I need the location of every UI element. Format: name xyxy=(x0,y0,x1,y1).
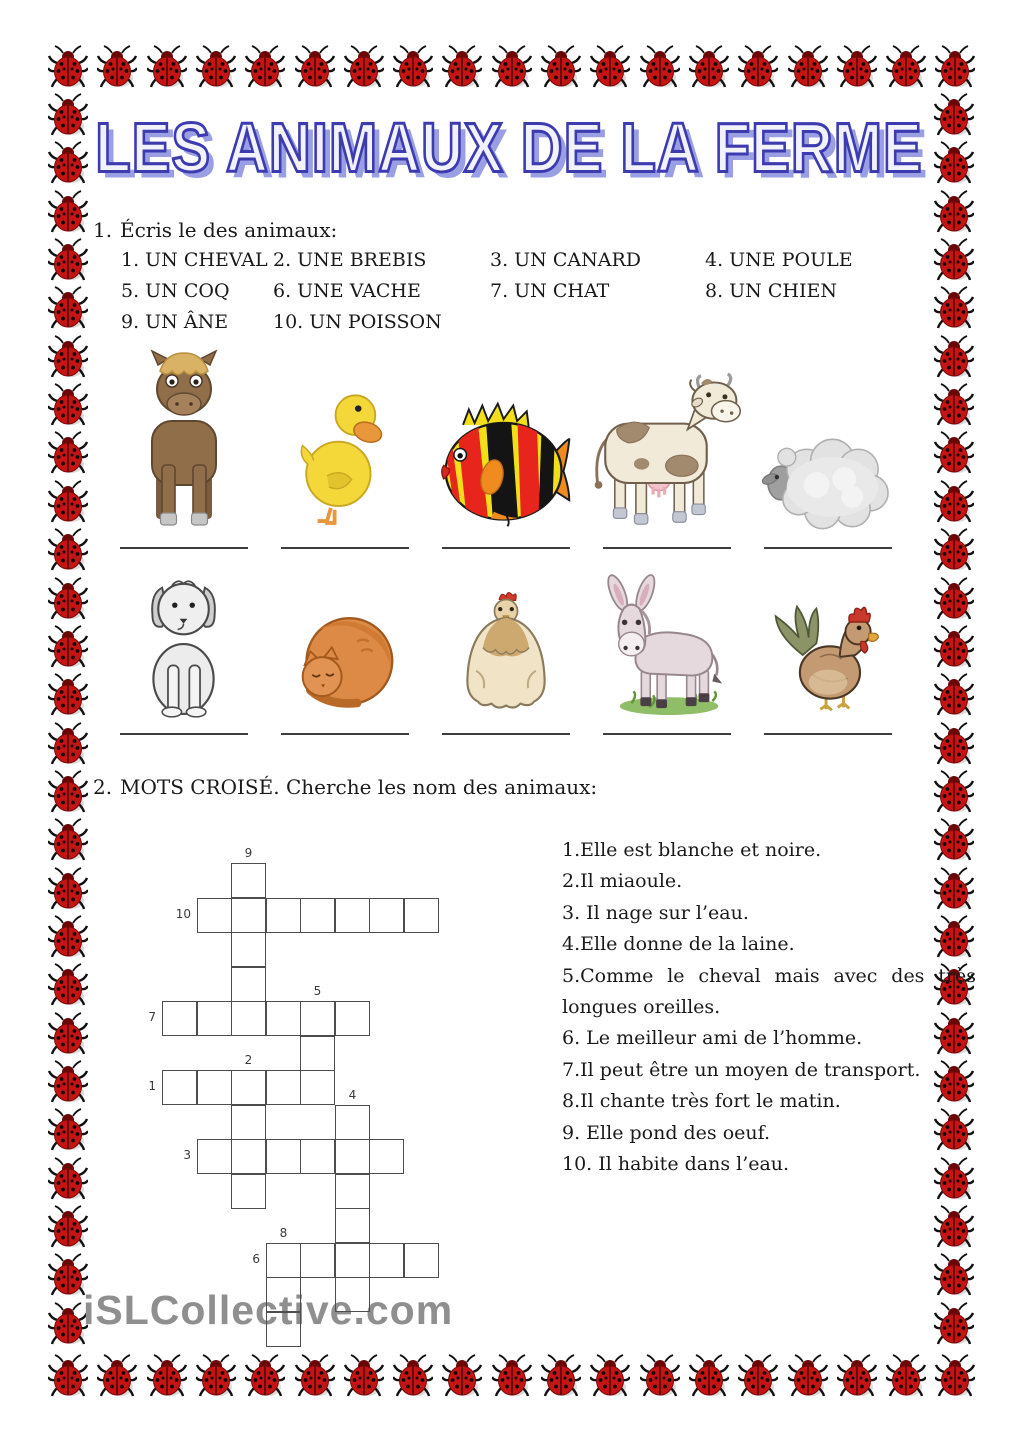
word-list-item: 4. UNE POULE xyxy=(705,249,853,271)
animal-cell-fish xyxy=(432,345,580,549)
ladybug-icon xyxy=(48,962,88,1008)
ladybug-icon xyxy=(837,1353,877,1399)
word-list-item: 5. UN COQ xyxy=(121,280,230,302)
word-list-item: 7. UN CHAT xyxy=(490,280,610,302)
fish-image xyxy=(436,393,576,533)
animal-word-list xyxy=(121,249,853,333)
animal-cell-cat xyxy=(271,561,419,735)
word-list-item: 10. UN POISSON xyxy=(273,311,442,333)
ladybug-icon xyxy=(48,1252,88,1298)
horse-image xyxy=(123,347,245,533)
ladybug-icon xyxy=(934,624,974,670)
crossword-cell xyxy=(335,1105,370,1140)
word-list-item: 2. UNE BREBIS xyxy=(273,249,427,271)
ladybug-icon xyxy=(97,1353,137,1399)
crossword-clue: 8.Il chante très fort le matin. xyxy=(562,1090,841,1113)
ladybug-icon xyxy=(147,44,187,90)
hen-image xyxy=(453,587,559,719)
donkey-image xyxy=(598,571,736,719)
ladybug-icon xyxy=(934,721,974,767)
crossword-cell xyxy=(231,1070,266,1105)
ladybug-icon xyxy=(48,866,88,912)
crossword-number-6: 6 xyxy=(252,1252,260,1266)
crossword-cell xyxy=(231,967,266,1002)
ladybug-icon xyxy=(492,1353,532,1399)
ladybug-icon xyxy=(48,1301,88,1347)
cat-image xyxy=(289,607,401,719)
crossword-cell xyxy=(231,932,266,967)
animal-cell-sheep xyxy=(754,345,902,549)
ladybug-icon xyxy=(934,237,974,283)
crossword-cell xyxy=(266,1001,301,1036)
crossword-cell xyxy=(266,1277,301,1312)
ladybug-icon xyxy=(934,334,974,380)
ladybug-icon xyxy=(196,44,236,90)
crossword-cell xyxy=(231,1139,266,1174)
crossword-cell xyxy=(404,1243,439,1278)
exercise2-instruction: MOTS CROISÉ. Cherche les nom des animaux: xyxy=(120,775,598,799)
animal-cell-duck xyxy=(271,345,419,549)
ladybug-icon xyxy=(48,382,88,428)
watermark: iSLCollective.com xyxy=(83,1287,454,1333)
ladybug-icon xyxy=(48,334,88,380)
ladybug-icon xyxy=(934,527,974,573)
crossword-cell xyxy=(231,1001,266,1036)
ladybug-icon xyxy=(48,817,88,863)
crossword-cell xyxy=(335,1001,370,1036)
ladybug-icon xyxy=(837,44,877,90)
exercise1-instruction: Écris le des animaux: xyxy=(120,218,338,242)
ladybug-icon xyxy=(788,1353,828,1399)
exercise1-number: 1. xyxy=(93,218,113,242)
crossword-cell xyxy=(231,898,266,933)
ladybug-icon xyxy=(934,189,974,235)
word-list-item: 6. UNE VACHE xyxy=(273,280,421,302)
ladybug-icon xyxy=(48,1059,88,1105)
ladybug-icon xyxy=(48,237,88,283)
crossword-clues xyxy=(562,835,976,1180)
ladybug-icon xyxy=(48,769,88,815)
animal-cell-hen xyxy=(432,561,580,735)
answer-blank-line xyxy=(281,733,409,735)
crossword-cell xyxy=(335,1243,370,1278)
crossword-cell xyxy=(197,1070,232,1105)
ladybug-icon xyxy=(48,44,88,90)
crossword-clue: 5.Comme le cheval mais avec des très longues oreilles. xyxy=(562,964,976,1019)
crossword-cell xyxy=(369,898,404,933)
crossword-number-3: 3 xyxy=(183,1148,191,1162)
exercise2-number: 2. xyxy=(93,775,113,799)
ladybug-icon xyxy=(245,44,285,90)
ladybug-icon xyxy=(934,1204,974,1250)
ladybug-icon xyxy=(344,44,384,90)
ladybug-icon xyxy=(48,672,88,718)
crossword-number-1: 1 xyxy=(148,1079,156,1093)
ladybug-icon xyxy=(640,1353,680,1399)
crossword-cell xyxy=(162,1001,197,1036)
crossword-number-5: 5 xyxy=(313,984,322,998)
cow-image xyxy=(588,365,746,533)
animal-pictures-row1 xyxy=(110,345,902,549)
crossword-clue: 9. Elle pond des oeuf. xyxy=(562,1121,771,1144)
crossword-clue: 7.Il peut être un moyen de transport. xyxy=(562,1058,921,1081)
crossword-cell xyxy=(300,1001,335,1036)
crossword-cell xyxy=(335,1277,370,1312)
word-list-item: 1. UN CHEVAL xyxy=(121,249,268,271)
word-list-item: 9. UN ÂNE xyxy=(121,311,229,333)
crossword-number-9: 9 xyxy=(244,846,253,860)
crossword-cell xyxy=(335,898,370,933)
ladybug-icon xyxy=(689,1353,729,1399)
ladybug-icon xyxy=(934,382,974,428)
crossword-number-10: 10 xyxy=(175,907,191,921)
ladybug-icon xyxy=(48,576,88,622)
crossword-cell xyxy=(335,1174,370,1209)
ladybug-icon xyxy=(935,1353,975,1399)
ladybug-icon xyxy=(48,721,88,767)
ladybug-icon xyxy=(48,624,88,670)
ladybug-icon xyxy=(48,1156,88,1202)
ladybug-icon xyxy=(934,479,974,525)
crossword-cell xyxy=(231,863,266,898)
crossword-cell xyxy=(266,1139,301,1174)
crossword-grid xyxy=(148,846,462,1363)
answer-blank-line xyxy=(764,733,892,735)
ladybug-icon xyxy=(492,44,532,90)
crossword-cell xyxy=(266,1070,301,1105)
crossword-cell xyxy=(300,1243,335,1278)
animal-cell-donkey xyxy=(593,561,741,735)
answer-blank-line xyxy=(603,547,731,549)
ladybug-icon xyxy=(393,44,433,90)
answer-blank-line xyxy=(120,733,248,735)
ladybug-icon xyxy=(590,44,630,90)
animal-cell-rooster xyxy=(754,561,902,735)
animal-cell-dog xyxy=(110,561,258,735)
ladybug-icon xyxy=(48,479,88,525)
animal-cell-horse xyxy=(110,345,258,549)
ladybug-icon xyxy=(590,1353,630,1399)
ladybug-icon xyxy=(934,672,974,718)
word-list-item: 3. UN CANARD xyxy=(490,249,641,271)
ladybug-icon xyxy=(48,914,88,960)
page-title: LES ANIMAUX DE LA FERME xyxy=(95,109,923,188)
ladybug-icon xyxy=(934,576,974,622)
sheep-image xyxy=(761,435,895,533)
answer-blank-line xyxy=(603,733,731,735)
crossword-cell xyxy=(266,898,301,933)
crossword-cell xyxy=(197,1139,232,1174)
crossword-cell xyxy=(266,1312,301,1347)
crossword-cell xyxy=(300,1036,335,1071)
ladybug-icon xyxy=(295,44,335,90)
ladybug-icon xyxy=(934,769,974,815)
answer-blank-line xyxy=(442,733,570,735)
crossword-cell xyxy=(162,1070,197,1105)
crossword-cell xyxy=(300,1070,335,1105)
crossword-clue: 10. Il habite dans l’eau. xyxy=(562,1153,790,1176)
ladybug-icon xyxy=(48,1353,88,1399)
crossword-number-8: 8 xyxy=(279,1226,288,1240)
crossword-cell xyxy=(231,1105,266,1140)
ladybug-icon xyxy=(48,285,88,331)
crossword-cell xyxy=(369,1243,404,1278)
crossword-cell xyxy=(197,898,232,933)
dog-image xyxy=(133,571,235,719)
ladybug-icon xyxy=(442,44,482,90)
answer-blank-line xyxy=(442,547,570,549)
crossword-number-2: 2 xyxy=(244,1053,253,1067)
crossword-cell xyxy=(266,1243,301,1278)
ladybug-icon xyxy=(934,1252,974,1298)
answer-blank-line xyxy=(120,547,248,549)
word-list-item: 8. UN CHIEN xyxy=(705,280,837,302)
ladybug-icon xyxy=(934,285,974,331)
ladybug-icon xyxy=(738,44,778,90)
crossword-cell xyxy=(300,898,335,933)
ladybug-icon xyxy=(788,44,828,90)
exercise2-heading xyxy=(93,775,597,799)
animal-cell-cow xyxy=(593,345,741,549)
ladybug-icon xyxy=(48,1204,88,1250)
crossword-number-4: 4 xyxy=(348,1088,357,1102)
crossword-number-7: 7 xyxy=(148,1010,156,1024)
ladybug-icon xyxy=(935,44,975,90)
crossword-clue: 2.Il miaoule. xyxy=(562,870,683,893)
animal-pictures-row2 xyxy=(110,561,902,735)
ladybug-icon xyxy=(48,527,88,573)
crossword-cell xyxy=(197,1001,232,1036)
ladybug-icon xyxy=(689,44,729,90)
exercise1-heading xyxy=(93,218,337,242)
ladybug-icon xyxy=(886,1353,926,1399)
ladybug-icon xyxy=(48,430,88,476)
crossword-clue: 1.Elle est blanche et noire. xyxy=(562,839,822,861)
crossword-cell xyxy=(300,1139,335,1174)
ladybug-icon xyxy=(48,189,88,235)
ladybug-icon xyxy=(640,44,680,90)
ladybug-icon xyxy=(934,1301,974,1347)
ladybug-icon xyxy=(738,1353,778,1399)
crossword-cell xyxy=(404,898,439,933)
crossword-cell xyxy=(335,1139,370,1174)
duck-image xyxy=(293,373,397,533)
ladybug-icon xyxy=(541,44,581,90)
ladybug-icon xyxy=(97,44,137,90)
ladybug-icon xyxy=(48,1011,88,1057)
crossword-cell xyxy=(335,1208,370,1243)
ladybug-icon xyxy=(886,44,926,90)
crossword-clue: 6. Le meilleur ami de l’homme. xyxy=(562,1027,863,1050)
ladybug-icon xyxy=(934,430,974,476)
crossword-cell xyxy=(231,1174,266,1209)
ladybug-icon xyxy=(48,1107,88,1153)
crossword-clue: 3. Il nage sur l’eau. xyxy=(562,901,749,924)
crossword-clue: 4.Elle donne de la laine. xyxy=(562,933,795,956)
rooster-image xyxy=(769,593,887,719)
crossword-cell xyxy=(369,1139,404,1174)
answer-blank-line xyxy=(764,547,892,549)
answer-blank-line xyxy=(281,547,409,549)
ladybug-icon xyxy=(541,1353,581,1399)
